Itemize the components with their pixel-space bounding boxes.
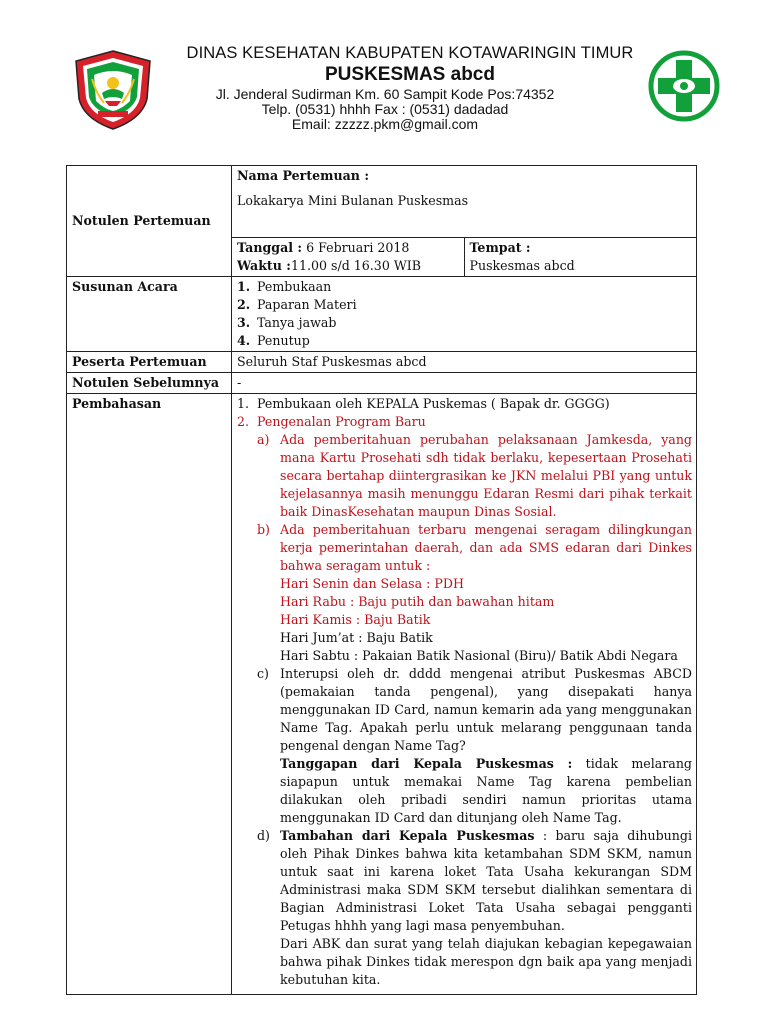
letterhead xyxy=(0,0,768,160)
discussion-point-c: c) Interupsi oleh dr. dddd mengenai atribut Puskesmas ABCD (pemakaian tanda pengenal), yang disepakati hanya menggunakan ID Card, namun kemarin ada yang menggunakan Name Tag. Apakah perlu untuk melarang penggunaan tanda pengenal dengan Name Tag? xyxy=(257,666,692,753)
tempat-label: Tempat : xyxy=(469,240,531,255)
nama-pertemuan-cell xyxy=(232,166,697,238)
discussion-item-1: 1. Pembukaan oleh KEPALA Puskemas ( Bapak dr. GGGG) xyxy=(237,396,610,411)
pembahasan-row xyxy=(67,394,697,995)
susunan-cell xyxy=(232,277,697,352)
nama-label: Nama Pertemuan : xyxy=(237,168,369,183)
schedule-jumat: Hari Jum’at : Baju Batik xyxy=(280,630,433,645)
sebelumnya-row xyxy=(67,373,697,394)
peserta-value: Seluruh Staf Puskesmas abcd xyxy=(232,352,697,373)
agenda-item: 2. Paparan Materi xyxy=(237,297,357,312)
pembahasan-content xyxy=(232,394,697,995)
pembahasan-label: Pembahasan xyxy=(67,394,232,995)
notulen-label: Notulen Pertemuan xyxy=(67,166,232,277)
discussion-point-d: d) Tambahan dari Kepala Puskesmas : baru saja dihubungi oleh Pihak Dinkes bahwa kita ketambahan SDM SKM, namun untuk saat ini karena loket Tata Usaha kekurangan SDM Administrasi maka SDM SKM tersebut dialihkan sementara di Bagian Administrasi Loket Tata Usaha sebagai pengganti Petugas hhhh yang lagi masa penyembuhan. xyxy=(257,828,692,933)
kepala-response: Tanggapan dari Kepala Puskesmas : tidak melarang siapapun untuk memakai Name Tag karena pembelian dilakukan oleh pribadi sendiri namun prioritas utama menggunakan ID Card dan ditunjang oleh Name Tag. xyxy=(280,756,692,825)
nama-value: Lokakarya Mini Bulanan Puskesmas xyxy=(237,193,469,208)
meeting-minutes-table xyxy=(66,165,697,995)
tanggal-label: Tanggal : xyxy=(237,240,303,255)
tempat-cell xyxy=(464,238,697,277)
notulen-row xyxy=(67,166,697,238)
discussion-point-a: a) Ada pemberitahuan perubahan pelaksanaan Jamkesda, yang mana Kartu Prosehati sdh tidak berlaku, kepesertaan Prosehati secara bertahap diintergrasikan ke JKN melalui PBI yang untuk kejelasannya masih menunggu Edaran Resmi dari pihak terkait baik DinasKesehatan maupun Dinas Sosial. xyxy=(257,432,692,519)
email: Email: zzzzz.pkm@gmail.com xyxy=(291,116,479,132)
agenda-item: 3. Tanya jawab xyxy=(237,315,337,330)
tambahan-label: Tambahan dari Kepala Puskesmas xyxy=(280,828,535,843)
schedule-sabtu: Hari Sabtu : Pakaian Batik Nasional (Biru)/ Batik Abdi Negara xyxy=(280,648,678,663)
discussion-point-d-followup: Dari ABK dan surat yang telah diajukan kebagian kepegawaian bahwa pihak Dinkes tidak merespon dgn baik apa yang menjadi kebutuhan kita. xyxy=(280,936,692,987)
waktu-value: 11.00 s/d 16.30 WIB xyxy=(290,258,422,273)
tanggal-waktu-cell xyxy=(232,238,465,277)
peserta-label: Peserta Pertemuan xyxy=(67,352,232,373)
schedule-kamis: Hari Kamis : Baju Batik xyxy=(280,612,431,627)
sebelumnya-value: - xyxy=(232,373,697,394)
agency-name: DINAS KESEHATAN KABUPATEN KOTAWARINGIN TIMUR xyxy=(186,44,634,62)
schedule-senin: Hari Senin dan Selasa : PDH xyxy=(280,576,464,591)
agenda-list xyxy=(237,278,692,350)
agenda-item: 4. Penutup xyxy=(237,333,310,348)
tanggal-value: 6 Februari 2018 xyxy=(302,240,410,255)
puskesmas-cross-logo-icon xyxy=(648,50,720,122)
susunan-label: Susunan Acara xyxy=(67,277,232,352)
susunan-row xyxy=(67,277,697,352)
waktu-label: Waktu : xyxy=(237,258,291,273)
agenda-item: 1. Pembukaan xyxy=(237,279,332,294)
tanggapan-label: Tanggapan dari Kepala Puskesmas : xyxy=(280,756,573,771)
puskesmas-name: PUSKESMAS abcd xyxy=(325,64,495,85)
discussion-point-b: b) Ada pemberitahuan terbaru mengenai seragam dilingkungan kerja pemerintahan daerah, dan ada SMS edaran dari Dinkes bahwa seragam untuk : xyxy=(257,522,692,573)
phone-fax: Telp. (0531) hhhh Fax : (0531) dadadad xyxy=(261,101,509,117)
peserta-row xyxy=(67,352,697,373)
discussion-item-2: 2. Pengenalan Program Baru xyxy=(237,414,426,429)
address: Jl. Jenderal Sudirman Km. 60 Sampit Kode Pos:74352 xyxy=(215,86,555,102)
schedule-rabu: Hari Rabu : Baju putih dan bawahan hitam xyxy=(280,594,555,609)
sebelumnya-label: Notulen Sebelumnya xyxy=(67,373,232,394)
tempat-value: Puskesmas abcd xyxy=(469,258,575,273)
kotawaringin-timur-emblem-icon xyxy=(72,49,154,131)
